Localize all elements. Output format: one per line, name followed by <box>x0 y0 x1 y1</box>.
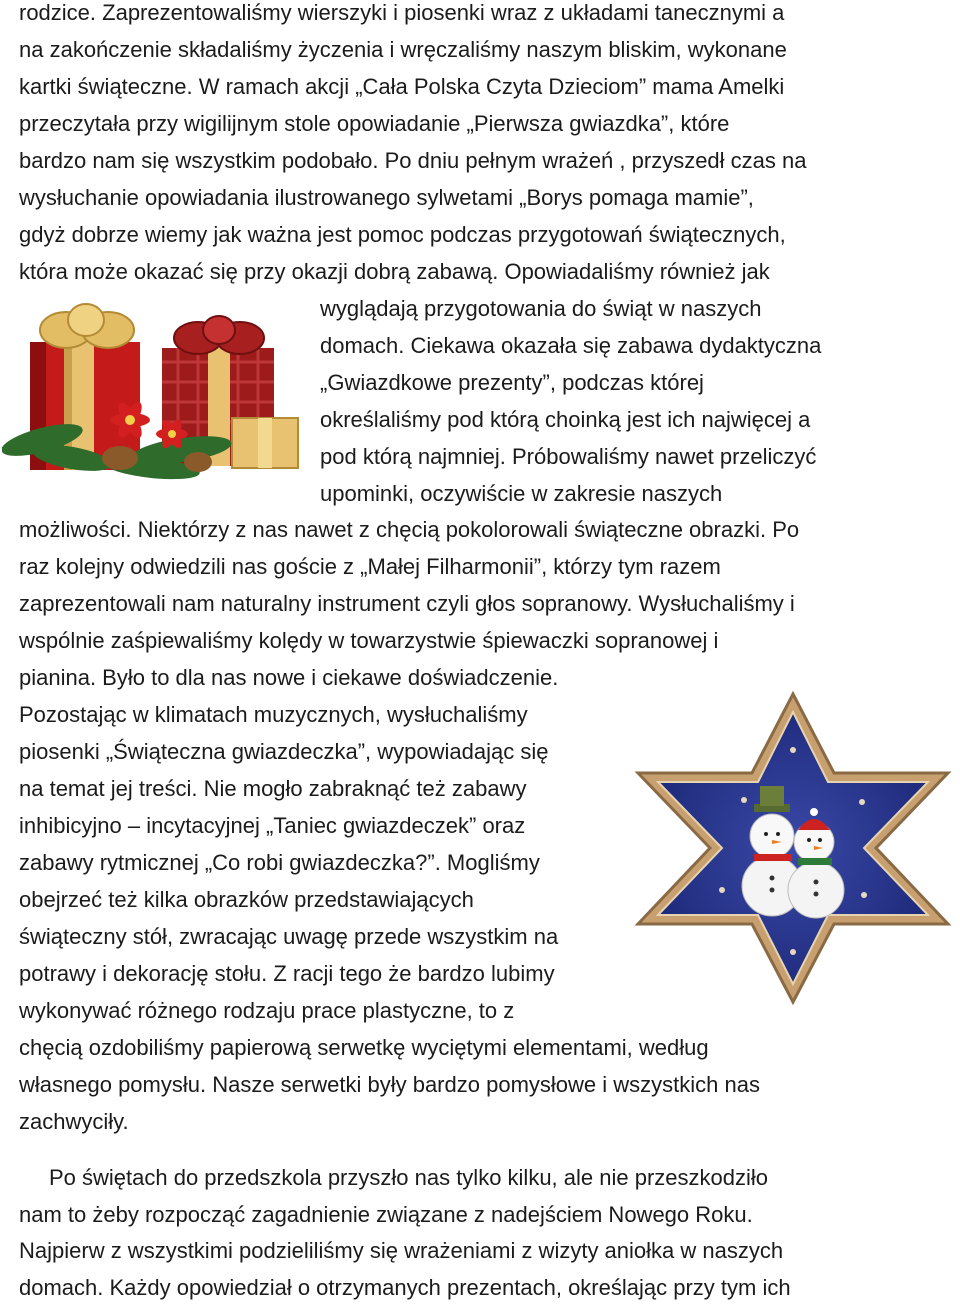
text-line: zaprezentowali nam naturalny instrument czyli głos sopranowy. Wysłuchaliśmy i <box>19 591 795 616</box>
text-line: pod którą najmniej. Próbowaliśmy nawet przeliczyć <box>320 444 817 469</box>
text-line: obejrzeć też kilka obrazków przedstawiających <box>19 887 474 912</box>
text-line: Pozostając w klimatach muzycznych, wysłuchaliśmy <box>19 702 528 727</box>
text-line: Po świętach do przedszkola przyszło nas tylko kilku, ale nie przeszkodziło <box>49 1165 768 1190</box>
text-line: Najpierw z wszystkimi podzieliliśmy się wrażeniami z wizyty aniołka w naszych <box>19 1238 784 1263</box>
text-line: potrawy i dekorację stołu. Z racji tego że bardzo lubimy <box>19 961 555 986</box>
text-line: na temat jej treści. Nie mogło zabraknąć też zabawy <box>19 776 527 801</box>
text-line: wysłuchanie opowiadania ilustrowanego sylwetami „Borys pomaga mamie”, <box>19 185 754 210</box>
text-line: piosenki „Świąteczna gwiazdeczka”, wypowiadając się <box>19 739 549 764</box>
text-line: rodzice. Zaprezentowaliśmy wierszyki i piosenki wraz z układami tanecznymi a <box>19 0 785 25</box>
text-line: zachwyciły. <box>19 1109 129 1134</box>
text-line: domach. Ciekawa okazała się zabawa dydaktyczna <box>320 333 822 358</box>
text-line: bardzo nam się wszystkim podobało. Po dniu pełnym wrażeń , przyszedł czas na <box>19 148 807 173</box>
christmas-gifts-icon <box>2 300 304 480</box>
text-line: wyglądają przygotowania do świąt w naszych <box>320 296 762 321</box>
text-line: własnego pomysłu. Nasze serwetki były bardzo pomysłowe i wszystkich nas <box>19 1072 760 1097</box>
text-line: świąteczny stół, zwracając uwagę przede wszystkim na <box>19 924 559 949</box>
text-line: wykonywać różnego rodzaju prace plastyczne, to z <box>19 998 515 1023</box>
text-line: chęcią ozdobiliśmy papierową serwetkę wyciętymi elementami, według <box>19 1035 709 1060</box>
text-line: która może okazać się przy okazji dobrą zabawą. Opowiadaliśmy również jak <box>19 259 770 284</box>
text-line: określaliśmy pod którą choinką jest ich najwięcej a <box>320 407 811 432</box>
text-line: zabawy rytmicznej „Co robi gwiazdeczka?”. Mogliśmy <box>19 850 540 875</box>
text-line: kartki świąteczne. W ramach akcji „Cała Polska Czyta Dzieciom” mama Amelki <box>19 74 785 99</box>
text-line: na zakończenie składaliśmy życzenia i wręczaliśmy naszym bliskim, wykonane <box>19 37 787 62</box>
text-line: pianina. Było to dla nas nowe i ciekawe doświadczenie. <box>19 665 559 690</box>
text-line: domach. Każdy opowiedział o otrzymanych prezentach, określając przy tym ich <box>19 1275 791 1300</box>
text-line: gdyż dobrze wiemy jak ważna jest pomoc podczas przygotowań świątecznych, <box>19 222 786 247</box>
text-line: inhibicyjno – incytacyjnej „Taniec gwiazdeczek” oraz <box>19 813 526 838</box>
text-line: nam to żeby rozpocząć zagadnienie związane z nadejściem Nowego Roku. <box>19 1202 753 1227</box>
text-line: możliwości. Niektórzy z nas nawet z chęcią pokolorowali świąteczne obrazki. Po <box>19 517 800 542</box>
star-snowmen-icon <box>632 690 954 1006</box>
text-line: „Gwiazdkowe prezenty”, podczas której <box>320 370 704 395</box>
text-line: upominki, oczywiście w zakresie naszych <box>320 481 723 506</box>
text-line: raz kolejny odwiedzili nas goście z „Małej Filharmonii”, którzy tym razem <box>19 554 721 579</box>
text-line: wspólnie zaśpiewaliśmy kolędy w towarzystwie śpiewaczki sopranowej i <box>19 628 719 653</box>
text-line: przeczytała przy wigilijnym stole opowiadanie „Pierwsza gwiazdka”, które <box>19 111 730 136</box>
